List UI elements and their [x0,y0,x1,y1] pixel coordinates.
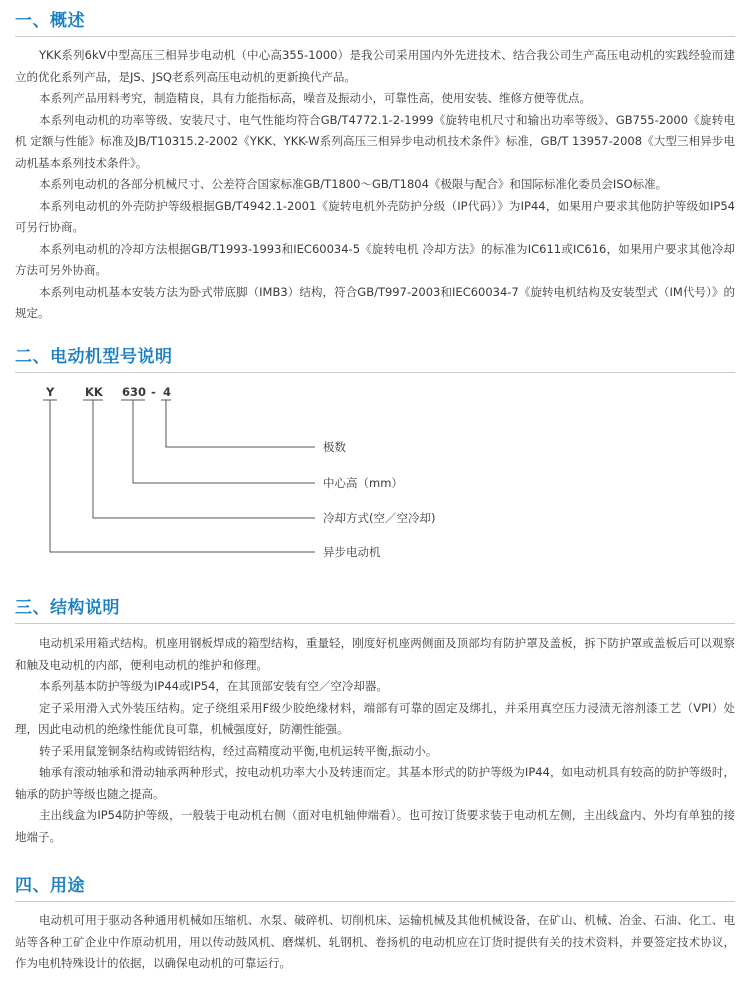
model-code-4: 4 [163,385,172,399]
paragraph: YKK系列6kV中型高压三相异步电动机（中心高355-1000）是我公司采用国内外先进技术、结合我公司生产高压电动机的实践经验而建立的优化系列产品，是JS、JSQ老系列高压电动机的更新换代产品。 [15,48,735,84]
section-model-explanation [15,346,735,373]
paragraph: 本系列电动机的外壳防护等级根据GB/T4942.1-2001《旋转电机外壳防护分级（IP代码）》为IP44，如果用户要求其他防护等级如IP54可另行协商。 [15,198,735,234]
heading-divider [15,623,735,624]
model-code-dash: - [151,385,156,399]
section-overview [15,10,735,325]
label-cooling: 冷却方式(空／空冷却) [323,511,436,525]
heading-divider [15,36,735,37]
label-center-height: 中心高（mm） [323,476,403,490]
section-body [15,45,735,325]
section-heading: 二、电动机型号说明 [15,347,173,367]
heading-divider [15,901,735,902]
section-usage [15,875,735,975]
paragraph: 本系列产品用料考究，制造精良，具有力能指标高，噪音及振动小，可靠性高，使用安装、维修方便等优点。 [39,91,591,105]
paragraph: 转子采用鼠笼铜条结构或铸铝结构，经过高精度动平衡,电机运转平衡,振动小。 [39,743,438,758]
section-heading: 四、用途 [15,876,85,896]
leader-line-poles [166,400,315,447]
model-code-diagram [15,380,475,570]
label-async-motor: 异步电动机 [323,545,381,559]
model-code-y: Y [46,385,55,399]
heading-divider [15,372,735,373]
paragraph: 本系列电动机的功率等级、安装尺寸、电气性能均符合GB/T4772.1-2-1999《旋转电机尺寸和输出功率等级》、GB755-2000《旋转电机 定额与性能》标准及JB/T10315.2-2002《YKK、YKK-W系列高压三相异步电动机技术条件》标准，GB/T 13957-2008《大型三相异步电动机基本系列技术条件》。 [15,112,735,170]
leader-line-center-height [133,400,315,483]
section-body [15,633,735,848]
paragraph: 本系列电动机的冷却方法根据GB/T1993-1993和IEC60034-5《旋转电机 冷却方法》的标准为IC611或IC616，如果用户要求其他冷却方法可另外协商。 [15,241,735,277]
model-code-kk: KK [85,385,103,399]
paragraph: 主出线盒为IP54防护等级，一般装于电动机右侧（面对电机轴伸端看）。也可按订货要求装于电动机左侧，主出线盒内、外均有单独的接地端子。 [15,808,735,844]
section-heading: 三、结构说明 [15,598,120,618]
diagram-lines [15,380,475,570]
label-poles: 极数 [323,440,346,454]
paragraph: 本系列电动机基本安装方法为卧式带底脚（IMB3）结构，符合GB/T997-2003和IEC60034-7《旋转电机结构及安装型式（IM代号）》的规定。 [15,284,735,320]
paragraph: 电动机可用于驱动各种通用机械如压缩机、水泵、破碎机、切削机床、运输机械及其他机械设备，在矿山、机械、冶金、石油、化工、电站等各种工矿企业中作原动机用，用以传动鼓风机、磨煤机、轧钢机、卷扬机的电动机应在订货时提供有关的技术资料，并要签定技术协议，作为电机特殊设计的依据，以确保电动机的可靠运行。 [15,913,735,970]
paragraph: 轴承有滚动轴承和滑动轴承两种形式，按电动机功率大小及转速而定。其基本形式的防护等级为IP44，如电动机具有较高的防护等级时，轴承的防护等级也随之提高。 [15,765,735,801]
section-heading: 一、概述 [15,11,85,31]
paragraph: 定子采用滑入式外装压结构。定子绕组采用F级少胶绝缘材料，端部有可靠的固定及绑扎，并采用真空压力浸渍无溶剂漆工艺（VPI）处理，因此电动机的绝缘性能优良可靠，机械强度好，防潮性能强。 [15,700,735,736]
paragraph: 本系列基本防护等级为IP44或IP54，在其顶部安装有空／空冷却器。 [39,679,388,693]
leader-line-cooling [93,400,315,518]
model-code-630: 630 [122,385,147,399]
section-body [15,910,735,975]
paragraph: 电动机采用箱式结构。机座用钢板焊成的箱型结构，重量轻，刚度好机座两侧面及顶部均有防护罩及盖板，拆下防护罩或盖板后可以观察和触及电动机的内部，便利电动机的维护和修理。 [15,636,735,672]
section-structure [15,597,735,848]
paragraph: 本系列电动机的各部分机械尺寸、公差符合国家标准GB/T1800～GB/T1804《极限与配合》和国际标准化委员会ISO标准。 [39,177,668,191]
leader-line-async [50,400,315,552]
